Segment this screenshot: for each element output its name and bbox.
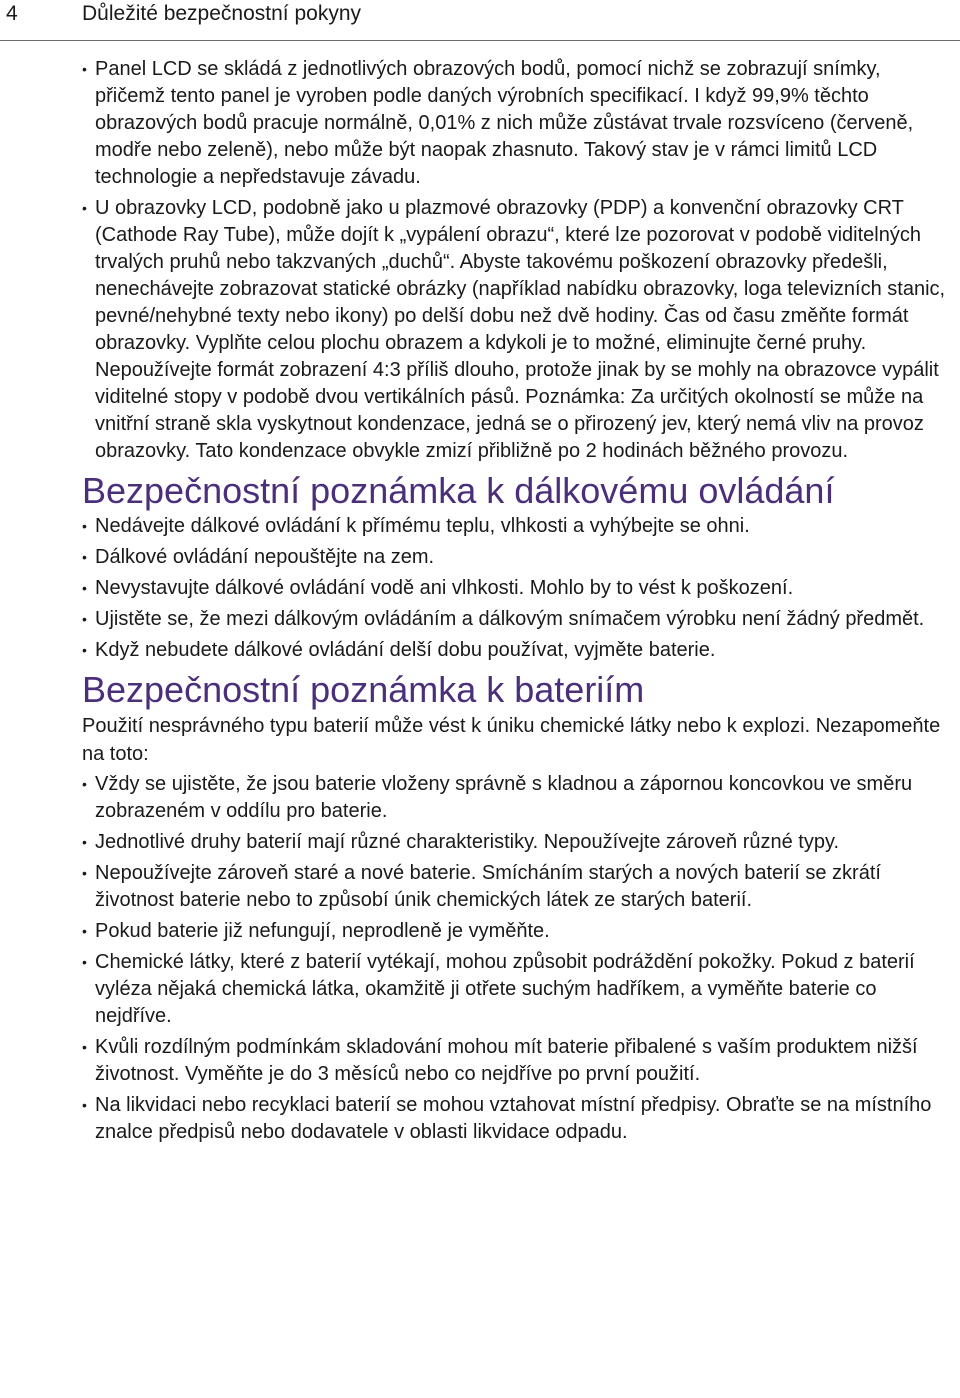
list-item: • Nedávejte dálkové ovládání k přímému teplu, vlhkosti a vyhýbejte se ohni.	[82, 513, 954, 540]
list-item: • Vždy se ujistěte, že jsou baterie vloženy správně s kladnou a zápornou koncovkou ve směru zobrazeném v oddílu pro baterie.	[82, 771, 954, 825]
list-item: • Panel LCD se skládá z jednotlivých obrazových bodů, pomocí nichž se zobrazují snímky, přičemž tento panel je vyroben podle daných výrobních specifikací. I když 99,9% těchto obrazových bodů pracuje normálně, 0,01% z nich může zůstávat trvale rozsvíceno (červeně, modře nebo zeleně), nebo může být naopak zhasnuto. Takový stav je v rámci limitů LCD technologie a nepředstavuje závadu.	[82, 56, 954, 191]
page-header	[0, 0, 960, 40]
header-divider	[0, 40, 960, 41]
list-item: • Nepoužívejte zároveň staré a nové baterie. Smícháním starých a nových baterií se zkrátí životnost baterie nebo to způsobí únik chemických látek ze starých baterií.	[82, 860, 954, 914]
battery-section-title: Bezpečnostní poznámka k bateriím	[82, 669, 645, 710]
lcd-safety-list	[82, 56, 954, 465]
list-item: • Když nebudete dálkové ovládání delší dobu používat, vyjměte baterie.	[82, 637, 954, 664]
list-item: • Kvůli rozdílným podmínkám skladování mohou mít baterie přibalené s vaším produktem nižší životnost. Vyměňte je do 3 měsíců nebo co nejdříve po první použití.	[82, 1034, 954, 1088]
battery-intro: Použití nesprávného typu baterií může vést k úniku chemické látky nebo k explozi. Nezapomeňte na toto:	[82, 715, 941, 765]
list-item: • Chemické látky, které z baterií vytékají, mohou způsobit podráždění pokožky. Pokud z baterií vyléza nějaká chemická látka, okamžitě ji otřete suchým hadříkem, a vyměňte baterie co nejdříve.	[82, 949, 954, 1030]
list-item: • U obrazovky LCD, podobně jako u plazmové obrazovky (PDP) a konvenční obrazovky CRT (Cathode Ray Tube), může dojít k „vypálení obrazu“, které lze pozorovat v podobě viditelných trvalých pruhů nebo takzvaných „duchů“. Abyste takovému poškození obrazovky předešli, nenechávejte zobrazovat statické obrázky (například nabídku obrazovky, loga televizních stanic, pevné/nehybné texty nebo ikony) po delší dobu než dvě hodiny. Čas od času změňte formát obrazovky. Vyplňte celou plochu obrazem a kdykoli je to možné, eliminujte černé pruhy. Nepoužívejte formát zobrazení 4:3 příliš dlouho, protože jinak by se mohly na obrazovce vypálit viditelné stopy v podobě dvou vertikálních pásů. Poznámka: Za určitých okolností se může na vnitřní straně skla vyskytnout kondenzace, jedná se o přirozený jev, který nemá vliv na provoz obrazovky. Tato kondenzace obvykle zmizí přibližně po 2 hodinách běžného provozu.	[82, 195, 954, 465]
page-content	[82, 56, 954, 1150]
list-item: • Jednotlivé druhy baterií mají různé charakteristiky. Nepoužívejte zároveň různé typy.	[82, 829, 954, 856]
remote-safety-list	[82, 513, 954, 664]
running-header-title: Důležité bezpečnostní pokyny	[82, 2, 361, 25]
page-number: 4	[6, 2, 18, 25]
list-item: • Ujistěte se, že mezi dálkovým ovládáním a dálkovým snímačem výrobku není žádný předmět.	[82, 606, 954, 633]
list-item: • Dálkové ovládání nepouštějte na zem.	[82, 544, 954, 571]
list-item: • Nevystavujte dálkové ovládání vodě ani vlhkosti. Mohlo by to vést k poškození.	[82, 575, 954, 602]
list-item: • Pokud baterie již nefungují, neprodleně je vyměňte.	[82, 918, 954, 945]
remote-section-title: Bezpečnostní poznámka k dálkovému ovládání	[82, 470, 835, 511]
list-item: • Na likvidaci nebo recyklaci baterií se mohou vztahovat místní předpisy. Obraťte se na místního znalce předpisů nebo dodavatele v oblasti likvidace odpadu.	[82, 1092, 954, 1146]
battery-safety-list	[82, 771, 954, 1146]
